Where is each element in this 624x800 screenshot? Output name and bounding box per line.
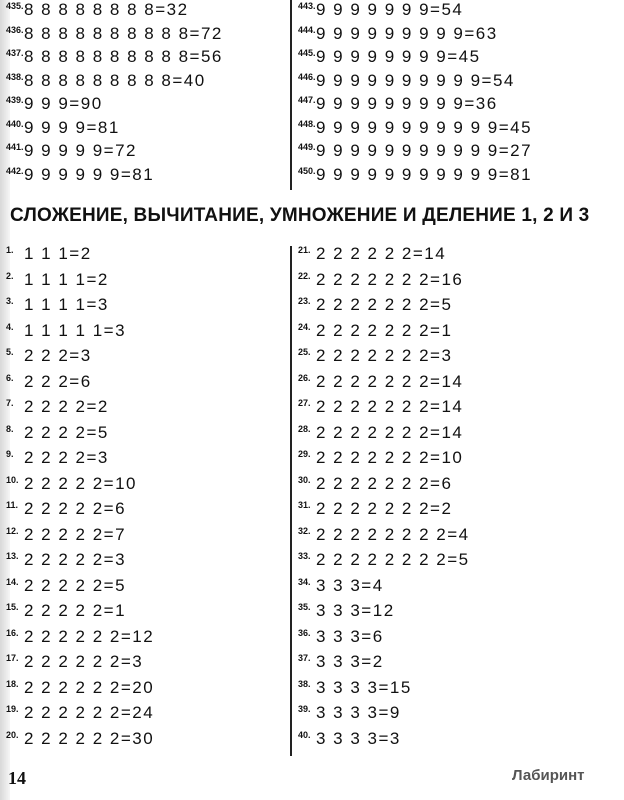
exercise-expression: 2 2 2=3	[24, 346, 92, 365]
exercise-row	[6, 118, 120, 138]
exercise-row	[6, 0, 189, 20]
exercise-expression: 2 2 2 2 2 2 2=14	[316, 371, 464, 391]
exercise-expression: 2 2 2 2 2 2 2=3	[316, 346, 453, 365]
exercise-number: 30.	[298, 474, 311, 485]
exercise-number: 19.	[6, 704, 19, 714]
exercise-number: 8.	[6, 423, 14, 434]
exercise-row	[6, 141, 137, 161]
exercise-number: 39.	[298, 704, 311, 714]
exercise-number: 448.	[298, 118, 316, 129]
exercise-row	[6, 295, 109, 315]
exercise-row	[298, 165, 532, 185]
exercise-expression: 2 2 2 2 2=3	[24, 550, 127, 569]
exercise-expression: 3 3 3=6	[316, 626, 384, 646]
top-column-divider	[290, 0, 292, 190]
exercise-number: 11.	[6, 500, 19, 510]
exercise-row	[298, 550, 470, 570]
exercise-row	[298, 47, 481, 67]
exercise-number: 33.	[298, 551, 311, 561]
section-heading: СЛОЖЕНИЕ, ВЫЧИТАНИЕ, УМНОЖЕНИЕ И ДЕЛЕНИЕ 1, 2 И 3	[10, 205, 590, 226]
exercise-row	[298, 372, 463, 392]
exercise-number: 438.	[6, 71, 24, 82]
exercise-expression: 2 2 2 2=5	[24, 422, 109, 442]
exercise-number: 435.	[6, 1, 24, 11]
exercise-row	[298, 141, 532, 161]
exercise-expression: 2 2 2 2 2=7	[24, 524, 127, 544]
exercise-number: 32.	[298, 525, 311, 536]
bottom-column-divider	[290, 246, 292, 756]
exercise-row	[298, 321, 452, 341]
exercise-row	[298, 652, 384, 672]
exercise-number: 22.	[298, 270, 311, 281]
exercise-expression: 2 2 2 2 2=5	[24, 575, 127, 595]
exercise-row	[298, 397, 463, 417]
exercise-row	[298, 576, 384, 596]
exercise-row	[6, 423, 109, 443]
exercise-row	[6, 321, 126, 341]
exercise-expression: 8 8 8 8 8 8 8 8 8=40	[24, 70, 206, 90]
exercise-row	[6, 397, 109, 417]
exercise-row	[298, 423, 463, 443]
exercise-row	[6, 525, 126, 545]
exercise-expression: 3 3 3=12	[316, 601, 395, 620]
exercise-expression: 9 9 9=90	[24, 94, 103, 113]
exercise-number: 440.	[6, 118, 24, 129]
exercise-row	[298, 474, 452, 494]
exercise-row	[6, 372, 92, 392]
exercise-expression: 9 9 9 9 9 9 9 9 9 9 9=27	[316, 141, 533, 160]
exercise-number: 443.	[298, 1, 316, 11]
exercise-expression: 2 2 2 2 2 2=12	[24, 626, 155, 646]
exercise-number: 15.	[6, 602, 19, 612]
exercise-number: 25.	[298, 347, 311, 357]
exercise-expression: 2 2 2 2 2 2 2=14	[316, 422, 464, 442]
exercise-row	[6, 71, 206, 91]
exercise-row	[298, 94, 498, 114]
exercise-number: 34.	[298, 576, 311, 587]
exercise-row	[6, 474, 137, 494]
exercise-row	[6, 165, 154, 185]
exercise-number: 36.	[298, 627, 311, 638]
exercise-number: 28.	[298, 423, 311, 434]
exercise-expression: 8 8 8 8 8 8 8 8 8 8=56	[24, 47, 223, 66]
exercise-number: 23.	[298, 296, 311, 306]
exercise-row	[298, 703, 401, 723]
exercise-expression: 2 2 2 2=3	[24, 448, 109, 467]
exercise-number: 437.	[6, 48, 24, 58]
exercise-number: 13.	[6, 551, 19, 561]
exercise-expression: 1 1 1 1=2	[24, 269, 109, 289]
exercise-number: 16.	[6, 627, 19, 638]
exercise-row	[6, 678, 154, 698]
publisher-watermark: Лабиринт	[512, 767, 585, 784]
exercise-expression: 9 9 9 9 9 9=81	[24, 164, 155, 184]
exercise-number: 14.	[6, 576, 19, 587]
exercise-row	[6, 601, 126, 621]
exercise-expression: 2 2 2 2 2 2 2 2=5	[316, 550, 470, 569]
exercise-number: 40.	[298, 729, 311, 740]
exercise-number: 17.	[6, 653, 19, 663]
exercise-row	[298, 0, 463, 20]
exercise-number: 24.	[298, 321, 311, 332]
exercise-row	[6, 244, 92, 264]
exercise-row	[298, 24, 498, 44]
exercise-row	[6, 94, 103, 114]
exercise-expression: 8 8 8 8 8 8 8 8=32	[24, 0, 189, 19]
exercise-number: 450.	[298, 165, 316, 176]
exercise-row	[298, 525, 470, 545]
exercise-expression: 9 9 9 9 9 9 9 9 9=36	[316, 94, 498, 113]
exercise-expression: 2 2 2=6	[24, 371, 92, 391]
exercise-expression: 9 9 9 9 9 9 9 9 9 9=54	[316, 70, 515, 90]
exercise-row	[298, 601, 395, 621]
exercise-number: 10.	[6, 474, 19, 485]
exercise-number: 436.	[6, 24, 24, 35]
page-number: 14	[8, 768, 26, 788]
exercise-row	[298, 270, 463, 290]
exercise-expression: 2 2 2 2 2=6	[24, 499, 127, 518]
exercise-number: 447.	[298, 95, 316, 105]
exercise-expression: 2 2 2 2 2 2 2=6	[316, 473, 453, 493]
exercise-expression: 9 9 9 9 9 9 9 9=45	[316, 47, 481, 66]
exercise-row	[298, 295, 452, 315]
exercise-row	[6, 47, 223, 67]
exercise-number: 37.	[298, 653, 311, 663]
exercise-expression: 9 9 9 9 9=72	[24, 141, 138, 160]
exercise-expression: 2 2 2 2 2 2 2=5	[316, 295, 453, 314]
exercise-number: 38.	[298, 678, 311, 689]
exercise-number: 446.	[298, 71, 316, 82]
exercise-number: 444.	[298, 24, 316, 35]
exercise-number: 29.	[298, 449, 311, 459]
exercise-expression: 2 2 2 2 2 2 2 2=4	[316, 524, 470, 544]
exercise-row	[6, 652, 143, 672]
exercise-number: 20.	[6, 729, 19, 740]
exercise-expression: 2 2 2 2 2 2 2=16	[316, 269, 464, 289]
exercise-row	[6, 729, 154, 749]
exercise-number: 441.	[6, 142, 24, 152]
exercise-expression: 1 1 1 1 1=3	[24, 320, 127, 340]
exercise-row	[298, 244, 446, 264]
exercise-expression: 1 1 1 1=3	[24, 295, 109, 314]
exercise-expression: 3 3 3 3=15	[316, 677, 412, 697]
exercise-row	[298, 729, 401, 749]
exercise-number: 31.	[298, 500, 311, 510]
exercise-number: 2.	[6, 270, 14, 281]
exercise-expression: 2 2 2 2 2=1	[24, 601, 127, 620]
exercise-expression: 9 9 9 9 9 9 9 9 9 9 9=45	[316, 117, 533, 137]
exercise-number: 9.	[6, 449, 14, 459]
exercise-row	[298, 448, 463, 468]
exercise-expression: 2 2 2 2 2 2=20	[24, 677, 155, 697]
exercise-expression: 3 3 3=4	[316, 575, 384, 595]
exercise-expression: 9 9 9 9 9 9 9 9 9=63	[316, 23, 498, 43]
exercise-number: 35.	[298, 602, 311, 612]
exercise-row	[298, 499, 452, 519]
exercise-number: 26.	[298, 372, 311, 383]
exercise-expression: 2 2 2 2 2 2=30	[24, 728, 155, 748]
exercise-expression: 2 2 2 2 2=10	[24, 473, 138, 493]
exercise-row	[6, 627, 154, 647]
exercise-number: 1.	[6, 245, 14, 255]
exercise-number: 6.	[6, 372, 14, 383]
exercise-expression: 9 9 9 9 9 9 9 9 9 9 9=81	[316, 164, 533, 184]
exercise-row	[6, 703, 154, 723]
exercise-expression: 2 2 2 2 2 2 2=2	[316, 499, 453, 518]
exercise-row	[298, 71, 515, 91]
exercise-row	[298, 678, 412, 698]
exercise-number: 27.	[298, 398, 311, 408]
exercise-expression: 2 2 2 2 2 2 2=10	[316, 448, 464, 467]
exercise-number: 21.	[298, 245, 311, 255]
exercise-expression: 3 3 3 3=3	[316, 728, 401, 748]
exercise-number: 445.	[298, 48, 316, 58]
exercise-row	[298, 627, 384, 647]
exercise-number: 3.	[6, 296, 14, 306]
exercise-expression: 3 3 3 3=9	[316, 703, 401, 722]
exercise-row	[298, 118, 532, 138]
exercise-row	[6, 346, 92, 366]
exercise-number: 449.	[298, 142, 316, 152]
exercise-number: 18.	[6, 678, 19, 689]
exercise-expression: 2 2 2 2 2 2=24	[24, 703, 155, 722]
exercise-expression: 1 1 1=2	[24, 244, 92, 263]
exercise-row	[6, 270, 109, 290]
exercise-row	[6, 448, 109, 468]
exercise-expression: 9 9 9 9=81	[24, 117, 120, 137]
exercise-row	[6, 576, 126, 596]
exercise-expression: 2 2 2 2 2 2 2=1	[316, 320, 453, 340]
exercise-expression: 2 2 2 2 2 2=3	[24, 652, 144, 671]
exercise-expression: 2 2 2 2=2	[24, 397, 109, 416]
exercise-row	[6, 550, 126, 570]
exercise-row	[6, 499, 126, 519]
exercise-expression: 8 8 8 8 8 8 8 8 8 8=72	[24, 23, 223, 43]
exercise-number: 439.	[6, 95, 24, 105]
exercise-expression: 3 3 3=2	[316, 652, 384, 671]
exercise-expression: 9 9 9 9 9 9 9=54	[316, 0, 464, 19]
exercise-number: 5.	[6, 347, 14, 357]
exercise-expression: 2 2 2 2 2 2=14	[316, 244, 447, 263]
exercise-row	[6, 24, 223, 44]
exercise-number: 4.	[6, 321, 14, 332]
exercise-number: 7.	[6, 398, 14, 408]
exercise-number: 12.	[6, 525, 19, 536]
exercise-expression: 2 2 2 2 2 2 2=14	[316, 397, 464, 416]
exercise-number: 442.	[6, 165, 24, 176]
exercise-row	[298, 346, 452, 366]
